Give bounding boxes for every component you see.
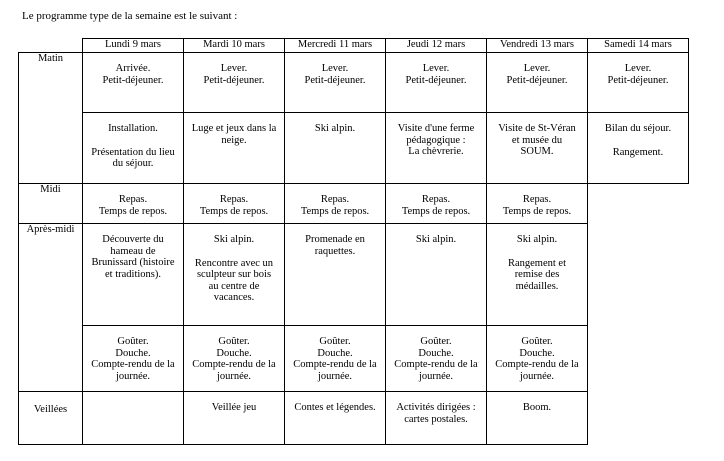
cell-line: du séjour. (112, 158, 154, 169)
veillees-row (19, 392, 689, 445)
cell-am-lundi-top (83, 224, 184, 326)
cell-am-jeudi-top (386, 224, 487, 326)
cell-line: Repas. (118, 194, 148, 205)
cell-line: Compte-rendu de la (192, 359, 276, 370)
cell-line: Goûter. (521, 336, 553, 347)
cell-line: journée. (519, 370, 555, 382)
cell-line: Temps de repos. (98, 205, 168, 217)
cell-veillee-samedi-empty (588, 392, 689, 445)
cell-midi-lundi (83, 184, 184, 224)
cell-line: SOUM. (520, 146, 554, 157)
cell-line: Goûter. (117, 336, 149, 347)
cell-line: et traditions). (105, 268, 161, 280)
cell-line: Compte-rendu de la (495, 359, 579, 370)
cell-line: Douche. (317, 347, 353, 359)
cell-line: Visite d'une ferme (397, 123, 475, 134)
cell-line: cartes postales. (404, 413, 468, 425)
cell-line: journée. (418, 370, 454, 382)
cell-line: Petit-déjeuner. (203, 74, 265, 86)
cell-midi-mercredi (285, 184, 386, 224)
cell-line: journée. (115, 370, 151, 382)
cell-line: La chèvrerie. (408, 146, 464, 157)
cell-line: Découverte du (102, 234, 164, 245)
row-label-apres-midi: Après-midi (19, 224, 83, 392)
cell-line: Douche. (216, 347, 252, 359)
schedule-table (18, 38, 689, 445)
cell-am-mercredi-bottom (285, 326, 386, 392)
apres-midi-row-bottom (19, 326, 689, 392)
row-label-midi: Midi (19, 184, 83, 224)
cell-line: journée. (317, 370, 353, 382)
cell-line: Douche. (418, 347, 454, 359)
cell-line: Lever. (220, 63, 248, 74)
cell-line: Temps de repos. (300, 205, 370, 217)
cell-line: journée. (216, 370, 252, 382)
cell-am-samedi-bottom-empty (588, 326, 689, 392)
cell-line: Douche. (519, 347, 555, 359)
intro-text: Le programme type de la semaine est le suivant : (22, 10, 238, 22)
cell-matin-mercredi-bottom (285, 113, 386, 184)
day-header-jeudi: Jeudi 12 mars (386, 39, 487, 53)
cell-line: sculpteur sur bois (196, 269, 272, 280)
header-corner (19, 39, 83, 53)
cell-veillee-lundi (83, 392, 184, 445)
row-label-matin: Matin (19, 53, 83, 184)
cell-line: remise des (514, 269, 560, 280)
cell-line: Compte-rendu de la (91, 359, 175, 370)
cell-line: Visite de St-Véran (498, 123, 576, 134)
apres-midi-row-top (19, 224, 689, 326)
cell-line: Ski alpin. (415, 234, 457, 245)
row-label-veillees: Veillées (19, 392, 83, 445)
cell-line: Temps de repos. (401, 205, 471, 217)
cell-line: Repas. (219, 194, 249, 205)
midi-row (19, 184, 689, 224)
cell-line: Ski alpin. (516, 234, 558, 245)
cell-am-mardi-bottom (184, 326, 285, 392)
cell-veillee-mardi (184, 392, 285, 445)
cell-line: Lever. (422, 63, 450, 74)
cell-line: Bilan du séjour. (604, 123, 672, 134)
cell-line: Repas. (320, 194, 350, 205)
cell-line: Petit-déjeuner. (607, 74, 669, 86)
cell-line: Lever. (321, 63, 349, 74)
cell-line: Petit-déjeuner. (405, 74, 467, 86)
cell-line: Lever. (624, 63, 652, 74)
cell-line: Repas. (421, 194, 451, 205)
cell-line: Veillée jeu (211, 402, 257, 413)
cell-matin-mardi-top (184, 53, 285, 113)
cell-line: Repas. (522, 194, 552, 205)
cell-line: Présentation du lieu (91, 146, 175, 158)
matin-row-bottom (19, 113, 689, 184)
cell-line: Temps de repos. (502, 205, 572, 217)
matin-row-top (19, 53, 689, 113)
cell-line: Douche. (115, 347, 151, 359)
header-row (19, 39, 689, 53)
cell-midi-samedi-empty (588, 184, 689, 224)
cell-line: Brunissard (histoire (91, 257, 175, 268)
cell-line: Ski alpin. (213, 234, 255, 245)
cell-line: Luge et jeux dans la (191, 123, 277, 134)
cell-line: Rangement. (612, 146, 664, 158)
cell-line: Arrivée. (115, 63, 151, 74)
cell-matin-vendredi-top (487, 53, 588, 113)
cell-am-vendredi-top (487, 224, 588, 326)
cell-matin-lundi-bottom (83, 113, 184, 184)
cell-line: médailles. (515, 280, 559, 292)
cell-line: Rangement et (507, 257, 567, 269)
cell-matin-lundi-top (83, 53, 184, 113)
cell-line: Petit-déjeuner. (506, 74, 568, 86)
cell-matin-samedi-top (588, 53, 689, 113)
cell-line: Goûter. (420, 336, 452, 347)
cell-am-jeudi-bottom (386, 326, 487, 392)
cell-line: Rencontre avec un (194, 257, 274, 269)
cell-line: vacances. (213, 292, 255, 303)
day-header-mardi: Mardi 10 mars (184, 39, 285, 53)
cell-midi-vendredi (487, 184, 588, 224)
cell-matin-jeudi-top (386, 53, 487, 113)
cell-line: Petit-déjeuner. (102, 74, 164, 86)
cell-am-mardi-top (184, 224, 285, 326)
day-header-samedi: Samedi 14 mars (588, 39, 689, 53)
cell-matin-samedi-bottom (588, 113, 689, 184)
cell-matin-mardi-bottom (184, 113, 285, 184)
cell-line: Compte-rendu de la (293, 359, 377, 370)
cell-am-mercredi-top (285, 224, 386, 326)
cell-midi-jeudi (386, 184, 487, 224)
cell-line: Lever. (523, 63, 551, 74)
cell-matin-jeudi-bottom (386, 113, 487, 184)
cell-midi-mardi (184, 184, 285, 224)
cell-line: Goûter. (319, 336, 351, 347)
cell-line: Temps de repos. (199, 205, 269, 217)
cell-matin-mercredi-top (285, 53, 386, 113)
cell-matin-vendredi-bottom (487, 113, 588, 184)
cell-line: Installation. (108, 123, 158, 134)
day-header-mercredi: Mercredi 11 mars (285, 39, 386, 53)
cell-veillee-jeudi (386, 392, 487, 445)
cell-am-vendredi-bottom (487, 326, 588, 392)
cell-line: hameau de (110, 245, 156, 257)
cell-line: Ski alpin. (314, 123, 356, 134)
cell-line: pédagogique : (406, 134, 466, 146)
cell-line: Compte-rendu de la (394, 359, 478, 370)
cell-veillee-vendredi (487, 392, 588, 445)
cell-line: Goûter. (218, 336, 250, 347)
cell-line: au centre de (208, 280, 260, 292)
day-header-vendredi: Vendredi 13 mars (487, 39, 588, 53)
cell-am-samedi-empty (588, 224, 689, 326)
cell-line: Boom. (522, 402, 552, 413)
cell-line: raquettes. (314, 245, 356, 257)
cell-line: neige. (221, 134, 247, 146)
cell-line: et musée du (511, 134, 563, 146)
cell-line: Activités dirigées : (396, 402, 476, 413)
cell-veillee-mercredi (285, 392, 386, 445)
cell-am-lundi-bottom (83, 326, 184, 392)
day-header-lundi: Lundi 9 mars (83, 39, 184, 53)
cell-line: Petit-déjeuner. (304, 74, 366, 86)
cell-line: Promenade en (305, 234, 365, 245)
cell-line: Contes et légendes. (294, 402, 376, 413)
